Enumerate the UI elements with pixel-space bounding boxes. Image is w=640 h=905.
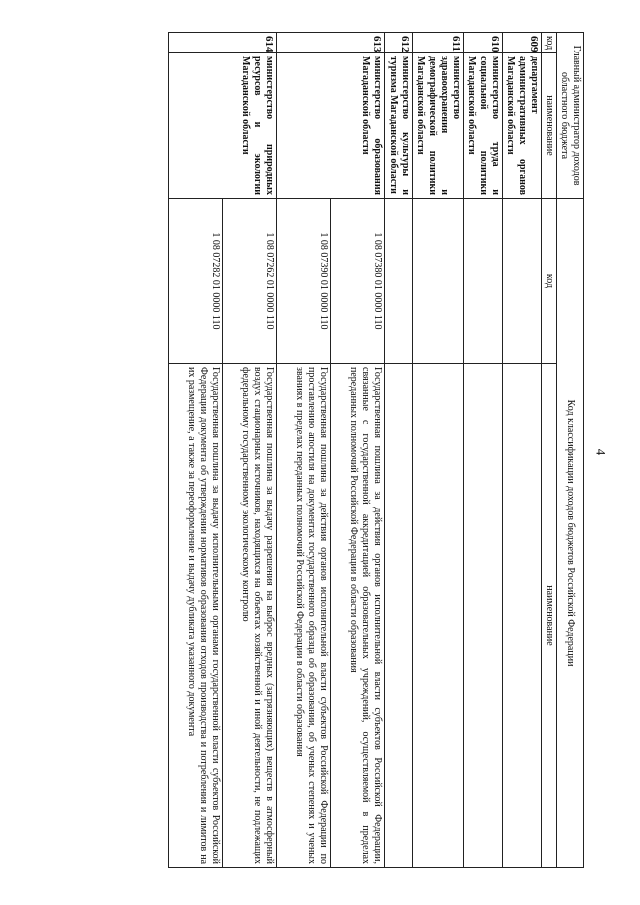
header-col-name: наименование — [542, 53, 557, 199]
header-col-kbk-code: код — [542, 199, 557, 364]
row-code: 612 — [385, 33, 413, 53]
table-row — [331, 33, 385, 868]
header-classification: Код классификации доходов бюджетов Российской Федерации — [557, 199, 584, 868]
row-org-name: министерство здравоохранения и демографической политики Магаданской области — [413, 53, 464, 199]
header-row-group — [557, 33, 584, 868]
row-code: 614 — [169, 33, 277, 53]
header-col-kbk-name: наименование — [542, 364, 557, 868]
row-kbk-desc: Государственная пошлина за действия органов исполнительной власти субъектов Российской Федерации, связанные с государственной аккредитацией образовательных учреждений, осуществляемой в пределах переданных полномочий Российской Федерации в области образования — [331, 364, 385, 868]
table-row — [503, 33, 542, 868]
row-kbk-code: 1 08 07262 01 0000 110 — [223, 199, 277, 364]
row-kbk-desc — [503, 364, 542, 868]
row-org-name: министерство культуры и туризма Магаданской области — [385, 53, 413, 199]
table-row — [464, 33, 503, 868]
row-code: 611 — [413, 33, 464, 53]
row-kbk-desc — [413, 364, 464, 868]
table-row — [413, 33, 464, 868]
row-kbk-desc: Государственная пошлина за действия органов исполнительной власти субъектов Российской Федерации по проставлению апостиля на документах государственного образца об образовании, об ученых степенях и ученых званиях в пределах переданных полномочий Российской Федерации в области образования — [277, 364, 331, 868]
rotated-sheet — [68, 32, 584, 867]
row-kbk-code: 1 08 07282 01 0000 110 — [169, 199, 223, 364]
row-kbk-desc: Государственная пошлина за выдачу разрешения на выброс вредных (загрязняющих) веществ в атмосферный воздух стационарных источников, находящихся на объектах хозяйственной и иной деятельности, не подлежащих федеральному государственному экологическому контролю — [223, 364, 277, 868]
row-org-name: департамент административных органов Магаданской области — [503, 53, 542, 199]
row-kbk-code — [385, 199, 413, 364]
row-kbk-code: 1 08 07390 01 0000 110 — [277, 199, 331, 364]
row-kbk-code: 1 08 07380 01 0000 110 — [331, 199, 385, 364]
row-org-name: министерство труда и социальной политики Магаданской области — [464, 53, 503, 199]
row-code: 610 — [464, 33, 503, 53]
row-code: 609 — [503, 33, 542, 53]
row-kbk-desc — [464, 364, 503, 868]
income-classification-table — [168, 32, 584, 868]
header-row-columns — [542, 33, 557, 868]
header-col-code: код — [542, 33, 557, 53]
table-row — [385, 33, 413, 868]
page-number: 4 — [593, 448, 609, 456]
row-kbk-desc — [385, 364, 413, 868]
header-administrator: Главный администратор доходов областного бюджета — [557, 33, 584, 199]
row-kbk-desc: Государственная пошлина за выдачу исполнительными органами государственной власти субъектов Российской Федерации документа об утверждении нормативов образования отходов производства и потребления и лимитов на их размещение, а также за переоформление и выдачу дубликата указанного документа — [169, 364, 223, 868]
row-org-name: министерство природных ресурсов и экологии Магаданской области — [169, 53, 277, 199]
row-org-name: министерство образования Магаданской области — [277, 53, 385, 199]
row-code: 613 — [277, 33, 385, 53]
row-kbk-code — [413, 199, 464, 364]
row-kbk-code — [503, 199, 542, 364]
row-kbk-code — [464, 199, 503, 364]
table-row — [223, 33, 277, 868]
